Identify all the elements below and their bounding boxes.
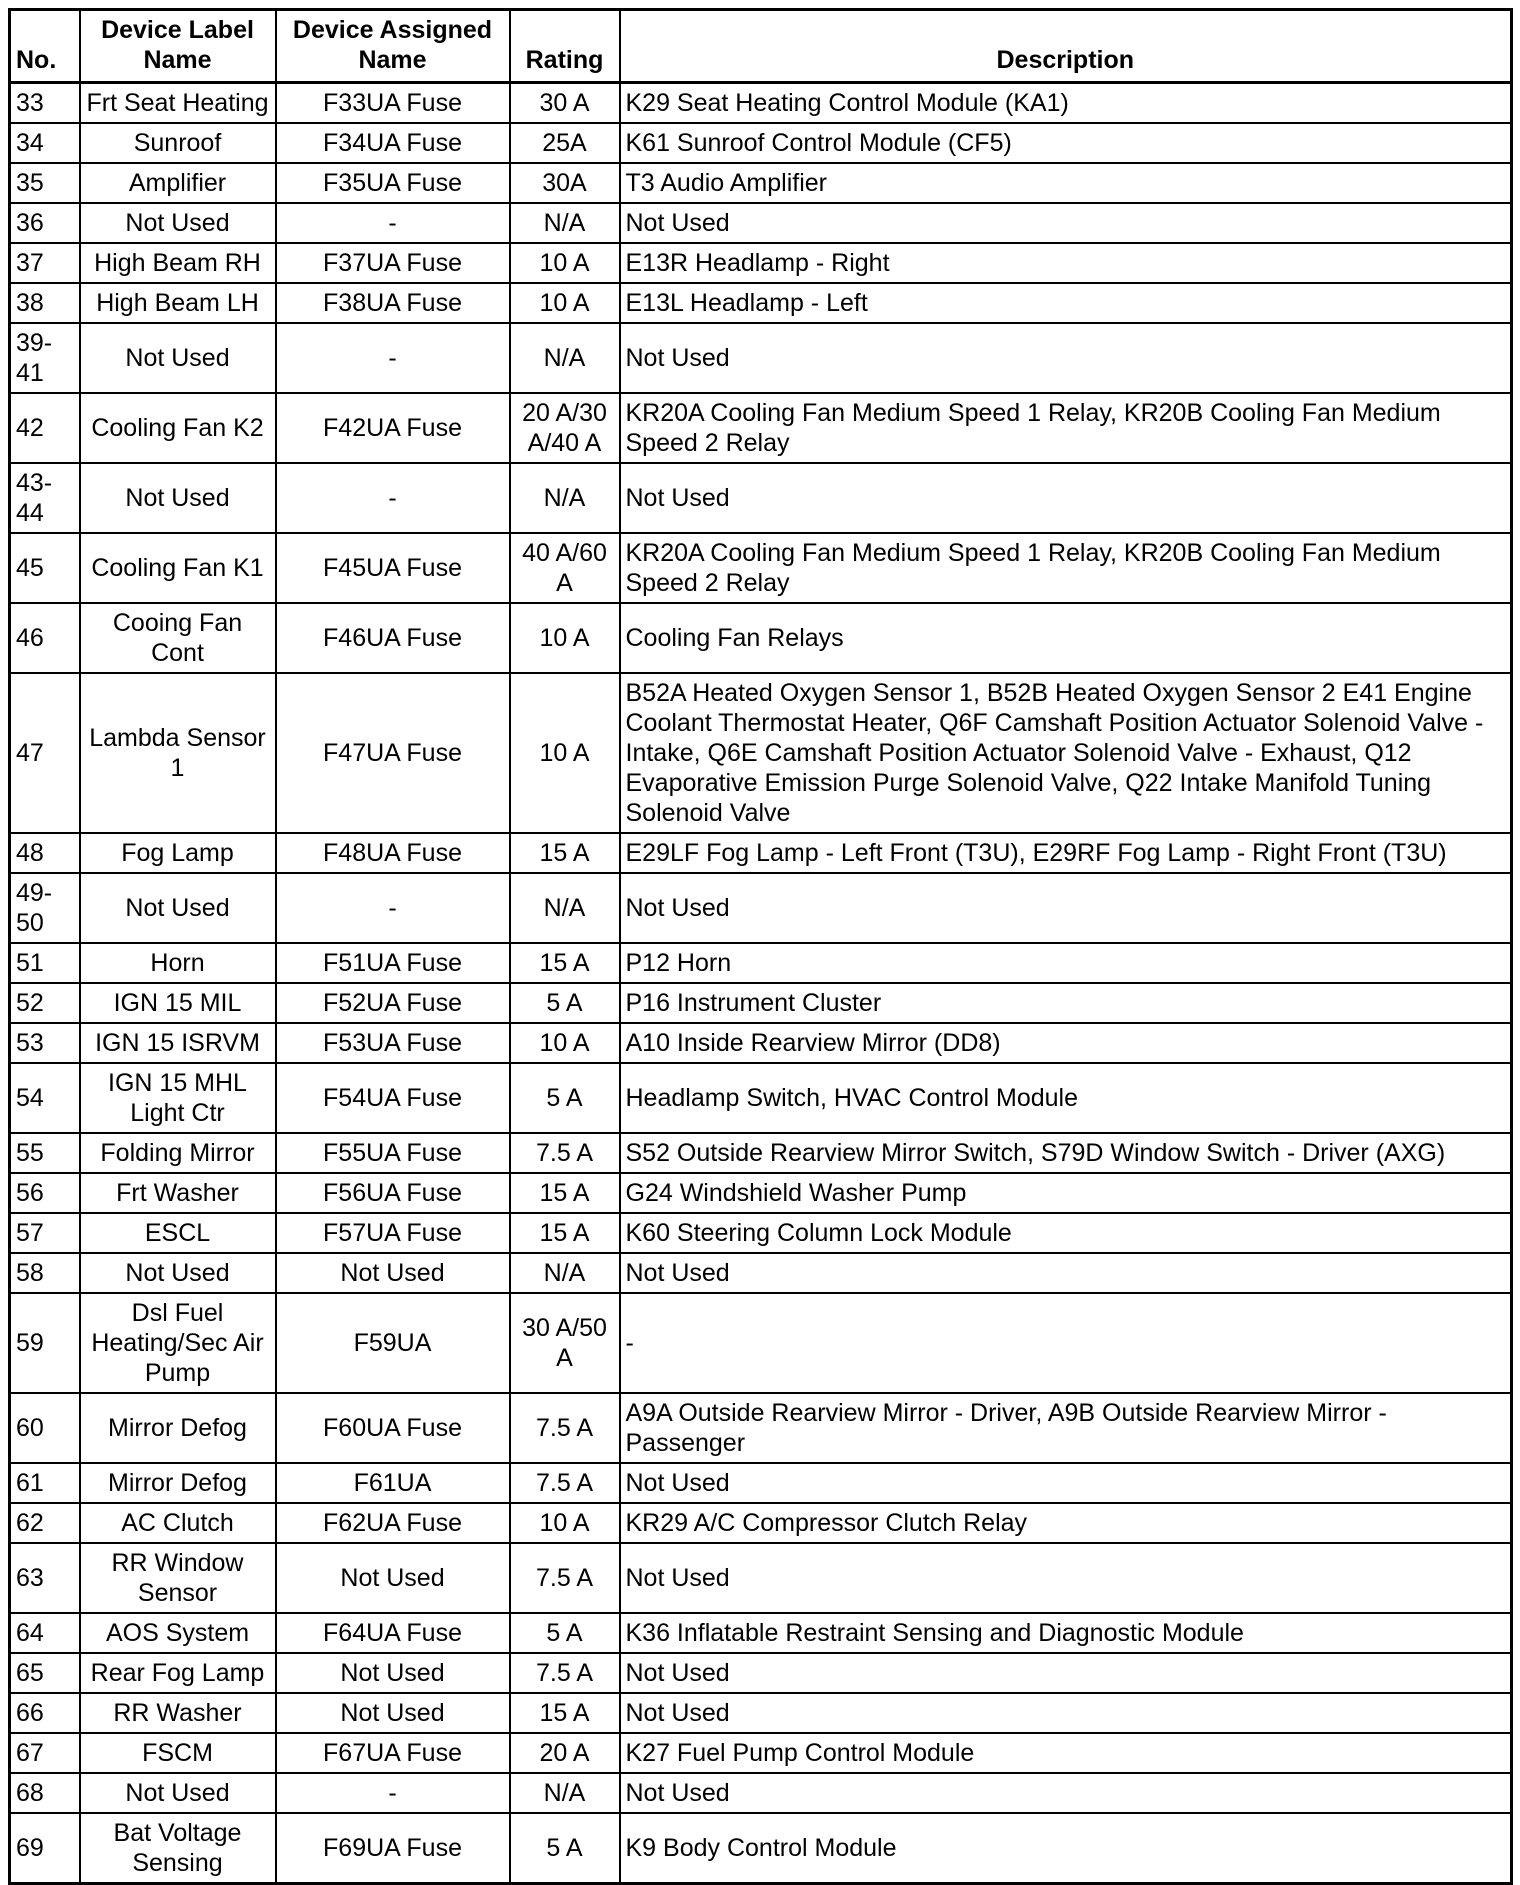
cell-device-label-name: IGN 15 MIL: [80, 983, 276, 1023]
table-row: [10, 533, 1512, 603]
cell-description: KR20A Cooling Fan Medium Speed 1 Relay, KR20B Cooling Fan Medium Speed 2 Relay: [620, 533, 1512, 603]
cell-description: Not Used: [620, 1463, 1512, 1503]
cell-device-label-name: RR Window Sensor: [80, 1543, 276, 1613]
cell-rating: 10 A: [510, 1503, 620, 1543]
cell-no: 67: [10, 1733, 80, 1773]
cell-device-assigned-name: -: [276, 323, 510, 393]
cell-rating: 7.5 A: [510, 1133, 620, 1173]
cell-device-assigned-name: F46UA Fuse: [276, 603, 510, 673]
cell-description: E29LF Fog Lamp - Left Front (T3U), E29RF Fog Lamp - Right Front (T3U): [620, 833, 1512, 873]
cell-rating: 25A: [510, 123, 620, 163]
table-row: [10, 463, 1512, 533]
table-row: [10, 603, 1512, 673]
table-row: [10, 1173, 1512, 1213]
cell-device-label-name: RR Washer: [80, 1693, 276, 1733]
table-row: [10, 833, 1512, 873]
cell-device-label-name: Horn: [80, 943, 276, 983]
cell-rating: 30A: [510, 163, 620, 203]
cell-rating: 10 A: [510, 603, 620, 673]
table-row: [10, 1023, 1512, 1063]
table-row: [10, 1503, 1512, 1543]
cell-device-assigned-name: F48UA Fuse: [276, 833, 510, 873]
cell-rating: N/A: [510, 873, 620, 943]
table-row: [10, 163, 1512, 203]
cell-device-assigned-name: F61UA: [276, 1463, 510, 1503]
cell-description: A10 Inside Rearview Mirror (DD8): [620, 1023, 1512, 1063]
cell-device-label-name: Fog Lamp: [80, 833, 276, 873]
cell-device-assigned-name: F42UA Fuse: [276, 393, 510, 463]
cell-no: 55: [10, 1133, 80, 1173]
cell-rating: N/A: [510, 203, 620, 243]
cell-description: E13R Headlamp - Right: [620, 243, 1512, 283]
cell-description: A9A Outside Rearview Mirror - Driver, A9B Outside Rearview Mirror - Passenger: [620, 1393, 1512, 1463]
cell-no: 51: [10, 943, 80, 983]
cell-description: T3 Audio Amplifier: [620, 163, 1512, 203]
cell-rating: 20 A: [510, 1733, 620, 1773]
cell-device-assigned-name: F35UA Fuse: [276, 163, 510, 203]
table-row: [10, 1063, 1512, 1133]
cell-device-assigned-name: F52UA Fuse: [276, 983, 510, 1023]
cell-device-label-name: Not Used: [80, 463, 276, 533]
table-row: [10, 1813, 1512, 1884]
table-row: [10, 673, 1512, 833]
cell-device-label-name: AC Clutch: [80, 1503, 276, 1543]
cell-description: B52A Heated Oxygen Sensor 1, B52B Heated Oxygen Sensor 2 E41 Engine Coolant Thermostat Heater, Q6F Camshaft Position Actuator Solenoid Valve - Intake, Q6E Camshaft Position Actuator Solenoid Valve - Exhaust, Q12 Evaporative Emission Purge Solenoid Valve, Q22 Intake Manifold Tuning Solenoid Valve: [620, 673, 1512, 833]
cell-device-assigned-name: Not Used: [276, 1653, 510, 1693]
cell-device-assigned-name: F59UA: [276, 1293, 510, 1393]
cell-rating: 7.5 A: [510, 1543, 620, 1613]
cell-rating: 5 A: [510, 1813, 620, 1884]
cell-rating: 5 A: [510, 1613, 620, 1653]
cell-device-assigned-name: F34UA Fuse: [276, 123, 510, 163]
cell-device-assigned-name: F53UA Fuse: [276, 1023, 510, 1063]
table-row: [10, 1773, 1512, 1813]
cell-no: 49-50: [10, 873, 80, 943]
cell-device-label-name: Sunroof: [80, 123, 276, 163]
cell-device-assigned-name: F38UA Fuse: [276, 283, 510, 323]
cell-device-assigned-name: F56UA Fuse: [276, 1173, 510, 1213]
cell-description: KR29 A/C Compressor Clutch Relay: [620, 1503, 1512, 1543]
cell-no: 59: [10, 1293, 80, 1393]
cell-no: 33: [10, 83, 80, 124]
table-row: [10, 393, 1512, 463]
cell-no: 69: [10, 1813, 80, 1884]
table-row: [10, 1693, 1512, 1733]
cell-device-label-name: Amplifier: [80, 163, 276, 203]
cell-device-label-name: AOS System: [80, 1613, 276, 1653]
cell-no: 39-41: [10, 323, 80, 393]
cell-no: 47: [10, 673, 80, 833]
cell-no: 35: [10, 163, 80, 203]
cell-device-assigned-name: Not Used: [276, 1543, 510, 1613]
cell-rating: 5 A: [510, 1063, 620, 1133]
cell-description: Headlamp Switch, HVAC Control Module: [620, 1063, 1512, 1133]
cell-rating: 7.5 A: [510, 1653, 620, 1693]
cell-no: 48: [10, 833, 80, 873]
cell-device-assigned-name: F67UA Fuse: [276, 1733, 510, 1773]
cell-description: Not Used: [620, 1693, 1512, 1733]
cell-device-assigned-name: -: [276, 873, 510, 943]
table-row: [10, 123, 1512, 163]
cell-rating: 10 A: [510, 1023, 620, 1063]
cell-device-assigned-name: -: [276, 1773, 510, 1813]
table-row: [10, 873, 1512, 943]
header-row: [10, 10, 1512, 83]
cell-description: Not Used: [620, 1653, 1512, 1693]
cell-device-label-name: Bat Voltage Sensing: [80, 1813, 276, 1884]
cell-rating: N/A: [510, 323, 620, 393]
cell-rating: N/A: [510, 1773, 620, 1813]
cell-description: Cooling Fan Relays: [620, 603, 1512, 673]
cell-device-label-name: Frt Washer: [80, 1173, 276, 1213]
cell-description: Not Used: [620, 203, 1512, 243]
cell-device-label-name: Cooing Fan Cont: [80, 603, 276, 673]
table-row: [10, 243, 1512, 283]
cell-device-assigned-name: -: [276, 463, 510, 533]
cell-device-label-name: FSCM: [80, 1733, 276, 1773]
table-row: [10, 203, 1512, 243]
cell-device-assigned-name: F69UA Fuse: [276, 1813, 510, 1884]
cell-rating: 7.5 A: [510, 1463, 620, 1503]
cell-rating: 15 A: [510, 1173, 620, 1213]
table-row: [10, 1133, 1512, 1173]
table-row: [10, 1253, 1512, 1293]
cell-description: S52 Outside Rearview Mirror Switch, S79D Window Switch - Driver (AXG): [620, 1133, 1512, 1173]
cell-no: 42: [10, 393, 80, 463]
cell-rating: N/A: [510, 1253, 620, 1293]
cell-device-assigned-name: F33UA Fuse: [276, 83, 510, 124]
cell-device-assigned-name: Not Used: [276, 1253, 510, 1293]
cell-description: K27 Fuel Pump Control Module: [620, 1733, 1512, 1773]
cell-no: 52: [10, 983, 80, 1023]
cell-no: 66: [10, 1693, 80, 1733]
table-row: [10, 1543, 1512, 1613]
table-row: [10, 283, 1512, 323]
cell-device-assigned-name: Not Used: [276, 1693, 510, 1733]
table-row: [10, 1463, 1512, 1503]
fuse-table: [8, 8, 1513, 1885]
cell-rating: 10 A: [510, 243, 620, 283]
table-row: [10, 943, 1512, 983]
cell-rating: 30 A/50 A: [510, 1293, 620, 1393]
cell-device-label-name: High Beam RH: [80, 243, 276, 283]
table-header: [10, 10, 1512, 83]
cell-rating: 15 A: [510, 943, 620, 983]
cell-no: 38: [10, 283, 80, 323]
cell-device-label-name: IGN 15 ISRVM: [80, 1023, 276, 1063]
table-row: [10, 83, 1512, 124]
header-no: No.: [10, 10, 80, 83]
cell-no: 45: [10, 533, 80, 603]
cell-description: Not Used: [620, 873, 1512, 943]
cell-no: 34: [10, 123, 80, 163]
cell-device-label-name: Mirror Defog: [80, 1393, 276, 1463]
cell-no: 56: [10, 1173, 80, 1213]
cell-no: 62: [10, 1503, 80, 1543]
cell-no: 64: [10, 1613, 80, 1653]
cell-device-assigned-name: F54UA Fuse: [276, 1063, 510, 1133]
cell-description: Not Used: [620, 323, 1512, 393]
cell-rating: 15 A: [510, 1693, 620, 1733]
cell-device-assigned-name: F60UA Fuse: [276, 1393, 510, 1463]
cell-no: 57: [10, 1213, 80, 1253]
header-device-assigned-name: Device Assigned Name: [276, 10, 510, 83]
table-row: [10, 1393, 1512, 1463]
cell-device-assigned-name: F64UA Fuse: [276, 1613, 510, 1653]
cell-no: 54: [10, 1063, 80, 1133]
cell-description: K29 Seat Heating Control Module (KA1): [620, 83, 1512, 124]
cell-device-label-name: Not Used: [80, 323, 276, 393]
table-row: [10, 1613, 1512, 1653]
table-row: [10, 1213, 1512, 1253]
cell-no: 46: [10, 603, 80, 673]
cell-rating: 15 A: [510, 833, 620, 873]
cell-description: P12 Horn: [620, 943, 1512, 983]
cell-device-label-name: Not Used: [80, 873, 276, 943]
table-row: [10, 323, 1512, 393]
cell-device-label-name: Cooling Fan K2: [80, 393, 276, 463]
cell-device-label-name: Lambda Sensor 1: [80, 673, 276, 833]
cell-description: -: [620, 1293, 1512, 1393]
header-description: Description: [620, 10, 1512, 83]
cell-device-assigned-name: F55UA Fuse: [276, 1133, 510, 1173]
cell-description: K36 Inflatable Restraint Sensing and Diagnostic Module: [620, 1613, 1512, 1653]
cell-rating: N/A: [510, 463, 620, 533]
cell-device-assigned-name: F47UA Fuse: [276, 673, 510, 833]
cell-no: 61: [10, 1463, 80, 1503]
cell-device-label-name: Not Used: [80, 203, 276, 243]
cell-rating: 20 A/30 A/40 A: [510, 393, 620, 463]
cell-device-label-name: Not Used: [80, 1253, 276, 1293]
cell-rating: 7.5 A: [510, 1393, 620, 1463]
cell-device-assigned-name: -: [276, 203, 510, 243]
table-row: [10, 1653, 1512, 1693]
cell-device-label-name: Folding Mirror: [80, 1133, 276, 1173]
cell-no: 53: [10, 1023, 80, 1063]
cell-device-assigned-name: F62UA Fuse: [276, 1503, 510, 1543]
cell-no: 58: [10, 1253, 80, 1293]
cell-no: 43-44: [10, 463, 80, 533]
cell-description: K60 Steering Column Lock Module: [620, 1213, 1512, 1253]
cell-description: Not Used: [620, 1773, 1512, 1813]
cell-description: Not Used: [620, 1253, 1512, 1293]
cell-description: K61 Sunroof Control Module (CF5): [620, 123, 1512, 163]
cell-rating: 15 A: [510, 1213, 620, 1253]
cell-description: E13L Headlamp - Left: [620, 283, 1512, 323]
cell-description: Not Used: [620, 1543, 1512, 1613]
cell-rating: 10 A: [510, 283, 620, 323]
cell-description: Not Used: [620, 463, 1512, 533]
cell-no: 60: [10, 1393, 80, 1463]
cell-device-assigned-name: F45UA Fuse: [276, 533, 510, 603]
cell-description: P16 Instrument Cluster: [620, 983, 1512, 1023]
table-row: [10, 1733, 1512, 1773]
cell-no: 65: [10, 1653, 80, 1693]
cell-device-label-name: IGN 15 MHL Light Ctr: [80, 1063, 276, 1133]
cell-description: G24 Windshield Washer Pump: [620, 1173, 1512, 1213]
cell-description: KR20A Cooling Fan Medium Speed 1 Relay, KR20B Cooling Fan Medium Speed 2 Relay: [620, 393, 1512, 463]
cell-rating: 30 A: [510, 83, 620, 124]
cell-no: 36: [10, 203, 80, 243]
cell-device-label-name: Rear Fog Lamp: [80, 1653, 276, 1693]
cell-device-label-name: ESCL: [80, 1213, 276, 1253]
cell-no: 37: [10, 243, 80, 283]
cell-device-assigned-name: F37UA Fuse: [276, 243, 510, 283]
table-body: [10, 83, 1512, 1884]
cell-rating: 40 A/60 A: [510, 533, 620, 603]
cell-device-assigned-name: F51UA Fuse: [276, 943, 510, 983]
cell-device-assigned-name: F57UA Fuse: [276, 1213, 510, 1253]
cell-no: 63: [10, 1543, 80, 1613]
cell-device-label-name: Cooling Fan K1: [80, 533, 276, 603]
cell-device-label-name: Mirror Defog: [80, 1463, 276, 1503]
cell-device-label-name: Frt Seat Heating: [80, 83, 276, 124]
cell-device-label-name: Not Used: [80, 1773, 276, 1813]
cell-no: 68: [10, 1773, 80, 1813]
cell-device-label-name: High Beam LH: [80, 283, 276, 323]
cell-device-label-name: Dsl Fuel Heating/Sec Air Pump: [80, 1293, 276, 1393]
cell-description: K9 Body Control Module: [620, 1813, 1512, 1884]
table-row: [10, 983, 1512, 1023]
header-rating: Rating: [510, 10, 620, 83]
header-device-label-name: Device Label Name: [80, 10, 276, 83]
cell-rating: 10 A: [510, 673, 620, 833]
cell-rating: 5 A: [510, 983, 620, 1023]
table-row: [10, 1293, 1512, 1393]
